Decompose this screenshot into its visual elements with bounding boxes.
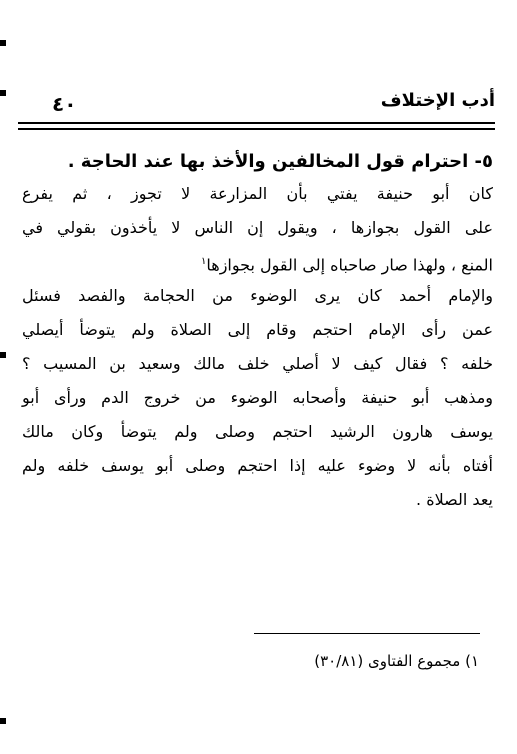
body-line: خلفه ؟ فقال كيف لا أصلي خلف مالك وسعيد بن المسيب ؟	[22, 354, 493, 373]
body-line-text: المنع ، ولهذا صار صاحباه إلى القول بجوازها	[206, 255, 493, 275]
header-divider	[18, 122, 495, 130]
margin-mark	[0, 352, 6, 358]
margin-mark	[0, 90, 6, 96]
footnote-reference: ١	[201, 256, 207, 267]
body-line: والإمام أحمد كان يرى الوضوء من الحجامة والفصد فسئل	[22, 286, 493, 305]
body-line	[22, 245, 493, 279]
body-line: يوسف هارون الرشيد احتجم وصلى ولم يتوضأ وكان مالك	[22, 422, 493, 441]
section-heading: ٥- احترام قول المخالفين والأخذ بها عند الحاجة .	[67, 151, 493, 172]
page-header	[22, 88, 495, 122]
margin-mark	[0, 40, 6, 46]
footnote-marker: ١)	[465, 652, 479, 670]
body-line: يعد الصلاة .	[416, 490, 493, 509]
page-number: ٤٠	[52, 92, 77, 116]
margin-mark	[0, 718, 6, 724]
body-line: عمن رأى الإمام احتجم وقام إلى الصلاة ولم يتوضأ أيصلي	[22, 320, 493, 339]
body-line: أفتاه بأنه لا وضوء عليه إذا احتجم وصلى أبو يوسف خلفه ولم	[22, 456, 493, 475]
footnote	[314, 652, 479, 670]
footnote-text: مجموع الفتاوى (٣٠/٨١)	[314, 652, 461, 670]
body-line: على القول بجوازها ، ويقول إن الناس لا يأخذون بقولي في	[22, 218, 493, 237]
body-line: ومذهب أبو حنيفة وأصحابه الوضوء من خروج الدم ورأى أبو	[22, 388, 493, 407]
book-title: أدب الإختلاف	[380, 90, 495, 111]
body-line: كان أبو حنيفة يفتي بأن المزارعة لا تجوز ، ثم يفرع	[22, 184, 493, 203]
footnote-divider	[254, 633, 480, 634]
page-body	[22, 147, 493, 517]
